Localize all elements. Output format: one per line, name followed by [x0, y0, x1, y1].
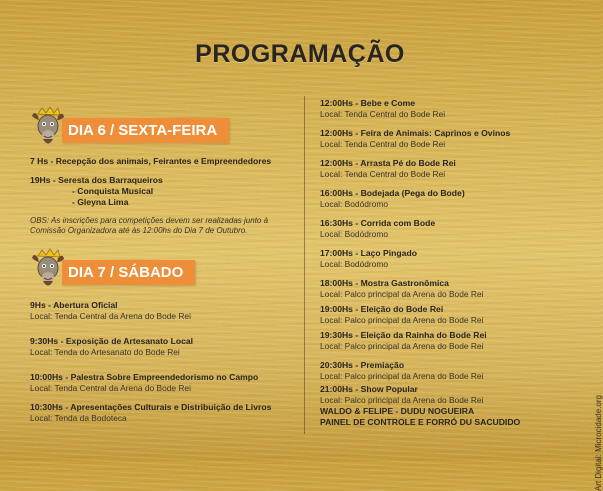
event-title: 12:00Hs - Feira de Animais: Caprinos e Ovinos — [320, 128, 511, 138]
right-event — [320, 218, 590, 240]
event-title: 12:00Hs - Bebe e Come — [320, 98, 416, 108]
day7-banner: DIA 7 / SÁBADO — [62, 260, 195, 285]
right-event — [320, 304, 590, 326]
final-line: WALDO & FELIPE - DUDU NOGUEIRA — [320, 406, 475, 416]
right-event — [320, 98, 590, 120]
event-local: Local: Tenda Central da Arena do Bode Rei — [30, 311, 191, 321]
event-local: Local: Palco principal da Arena do Bode Rei — [320, 289, 484, 299]
event-local: Local: Tenda da Bodoteca — [30, 413, 127, 423]
event-title: 16:30Hs - Corrida com Bode — [320, 218, 436, 228]
event-local: Local: Tenda Central do Bode Rei — [320, 139, 446, 149]
day7-event — [30, 372, 300, 394]
event-title: 20:30Hs - Premiação — [320, 360, 405, 370]
event-title: 10:00Hs - Palestra Sobre Empreendedorismo no Campo — [30, 372, 259, 382]
right-event — [320, 360, 590, 382]
event-title: 17:00Hs - Laço Pingado — [320, 248, 417, 258]
final-line: PAINEL DE CONTROLE E FORRÓ DU SACUDIDO — [320, 417, 521, 427]
event-title: 16:00Hs - Bodejada (Pega do Bode) — [320, 188, 465, 198]
event-title: 10:30Hs - Apresentações Culturais e Distribuição de Livros — [30, 402, 272, 412]
right-event — [320, 384, 590, 406]
day7-event — [30, 402, 300, 424]
event-local: Local: Palco principal da Arena do Bode Rei — [320, 395, 484, 405]
event-local: Local: Palco principal da Arena do Bode Rei — [320, 371, 484, 381]
left-column — [30, 106, 300, 432]
right-event — [320, 248, 590, 270]
goat-king-icon — [30, 106, 66, 150]
event-local: Local: Tenda Central da Arena do Bode Rei — [30, 383, 191, 393]
page-title: PROGRAMAÇÃO — [195, 40, 405, 68]
event-title: 19:30Hs - Eleição da Rainha do Bode Rei — [320, 330, 487, 340]
obs-note: OBS: As inscrições para competições devem ser realizadas junto à Comissão Organizadora até às 12:00hs do Dia 7 de Outubro. — [30, 216, 269, 235]
day6-seresta — [30, 175, 300, 208]
day6-header — [30, 106, 300, 154]
event-title: 21:00Hs - Show Popular — [320, 384, 418, 394]
column-divider — [304, 96, 305, 434]
right-event — [320, 128, 590, 150]
right-event — [320, 188, 590, 210]
event-local: Local: Tenda Central do Bode Rei — [320, 169, 446, 179]
event-title: 9:30Hs - Exposição de Artesanato Local — [30, 336, 194, 346]
event-local: Local: Bodódromo — [320, 199, 388, 209]
event-local: Local: Tenda do Artesanato do Bode Rei — [30, 347, 180, 357]
event-local: Local: Tenda Central do Bode Rei — [320, 109, 446, 119]
day7-event — [30, 336, 300, 358]
event-title: 19:00Hs - Eleição do Bode Rei — [320, 304, 444, 314]
day6-event — [30, 156, 300, 167]
event-local: Local: Palco principal da Arena do Bode Rei — [320, 315, 484, 325]
right-column — [320, 98, 590, 428]
seresta-item: - Gleyna Lima — [72, 197, 129, 207]
art-credit: Art Digital: Microcidade.org — [594, 395, 603, 491]
event-title: 12:00Hs - Arrasta Pé do Bode Rei — [320, 158, 456, 168]
right-event — [320, 330, 590, 352]
day7-header — [30, 248, 300, 296]
event-title: 7 Hs - Recepção dos animais, Feirantes e Empreendedores — [30, 156, 272, 166]
event-local: Local: Palco principal da Arena do Bode Rei — [320, 341, 484, 351]
day6-banner: DIA 6 / SEXTA-FEIRA — [62, 118, 229, 143]
event-title: 18:00Hs - Mostra Gastronômica — [320, 278, 449, 288]
goat-king-icon — [30, 248, 66, 292]
day7-event — [30, 300, 300, 322]
event-title: 19Hs - Seresta dos Barraqueiros — [30, 175, 163, 185]
right-event — [320, 278, 590, 300]
event-local: Local: Bodódromo — [320, 229, 388, 239]
event-title: 9Hs - Abertura Oficial — [30, 300, 118, 310]
seresta-item: - Conquista Musical — [72, 186, 154, 196]
right-event — [320, 158, 590, 180]
event-local: Local: Bodódromo — [320, 259, 388, 269]
